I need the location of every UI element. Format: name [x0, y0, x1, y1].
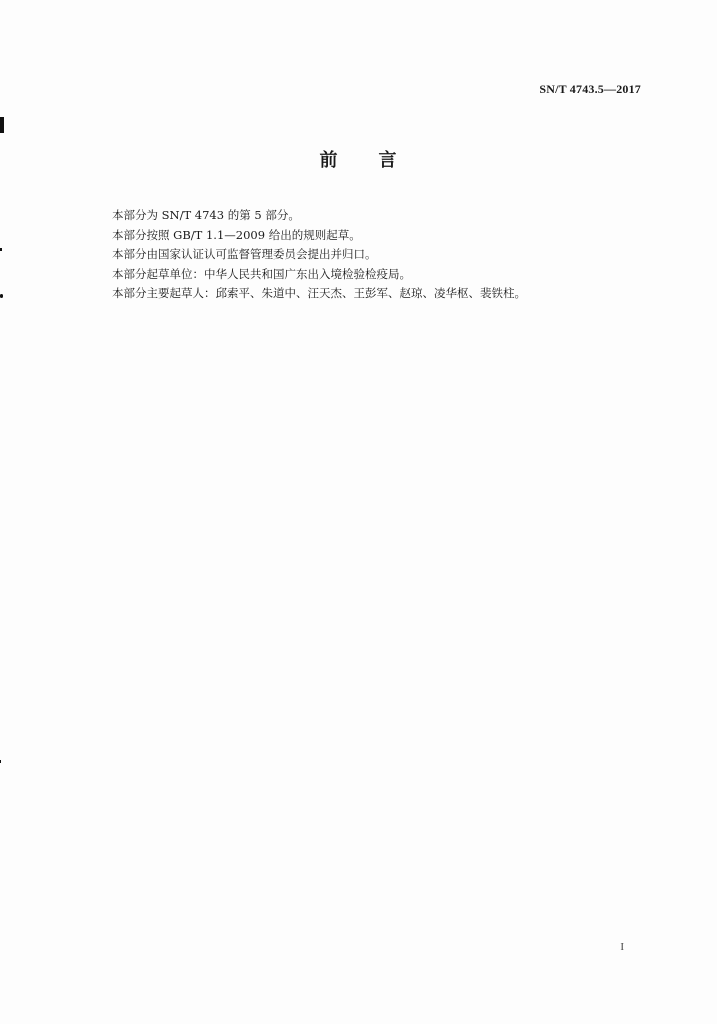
scan-artifact	[0, 760, 1, 763]
standard-code: SN/T 4743.5—2017	[539, 82, 641, 96]
title-char-2: 言	[378, 150, 398, 171]
foreword-line: 本部分主要起草人：邱索平、朱道中、汪天杰、王彭军、赵琼、凌华枢、裴铁柱。	[112, 286, 526, 300]
foreword-line: 本部分起草单位：中华人民共和国广东出入境检验检疫局。	[112, 266, 411, 281]
scan-artifact	[0, 294, 3, 298]
page-title	[0, 146, 717, 172]
foreword-line: 本部分为 SN/T 4743 的第 5 部分。	[112, 208, 300, 222]
scan-artifact	[0, 248, 2, 251]
scan-artifact	[0, 117, 4, 133]
foreword-line: 本部分按照 GB/T 1.1—2009 给出的规则起草。	[112, 227, 361, 242]
foreword-line: 本部分由国家认证认可监督管理委员会提出并归口。	[112, 247, 377, 261]
page-number: I	[620, 941, 624, 953]
foreword-body	[112, 206, 632, 304]
title-char-1: 前	[319, 150, 339, 171]
